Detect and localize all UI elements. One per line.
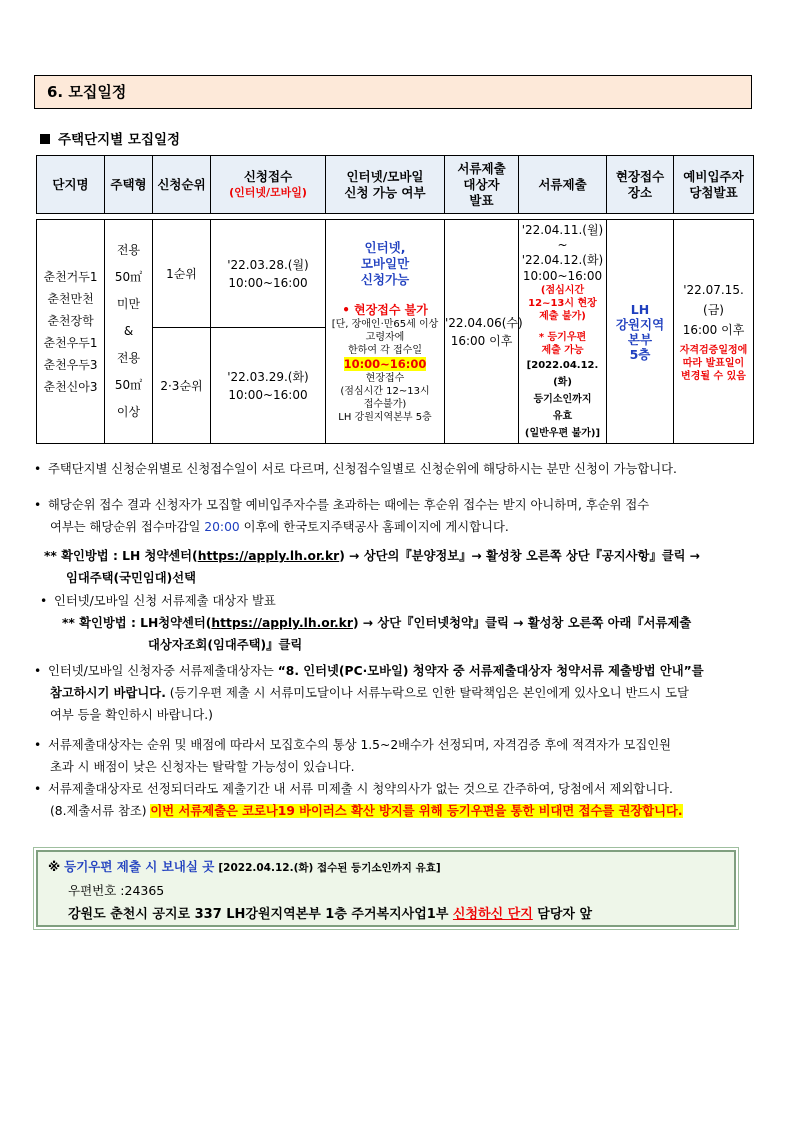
header-apply: 신청접수 (인터넷/모바일) — [211, 156, 326, 214]
lh-link[interactable]: https://apply.lh.or.kr — [197, 549, 340, 563]
table-row — [37, 220, 754, 328]
apply-rank1: '22.03.28.(월) 10:00~16:00 — [211, 220, 326, 328]
header-doc-target: 서류제출 대상자 발표 — [445, 156, 519, 214]
onsite-location: LH 강원지역 본부 5층 — [607, 220, 674, 444]
housing-type: 전용 50㎡ 미만 & 전용 50㎡ 이상 — [105, 220, 153, 444]
note-4: • 인터넷/모바일 신청 서류제출 대상자 발표 — [40, 594, 276, 608]
header-onsite: 현장접수 장소 — [607, 156, 674, 214]
note-5: ** 확인방법 : LH청약센터(https://apply.lh.or.kr) → 상단『인터넷청약』클릭 → 활성창 오른쪽 아래『서류제출 대상자조회(임대주택)』클릭 — [62, 616, 692, 652]
lh-link-2[interactable]: https://apply.lh.or.kr — [211, 616, 353, 630]
order-rank23: 2·3순위 — [153, 328, 211, 444]
header-order: 신청순위 — [153, 156, 211, 214]
section-title: 6. 모집일정 — [34, 75, 752, 109]
order-rank1: 1순위 — [153, 220, 211, 328]
waitlist-announcement: '22.07.15. (금) 16:00 이후 자격검증일정에 따라 발표일이 변경될 수 있음 — [674, 220, 754, 444]
doc-submit-period: '22.04.11.(월) ~ '22.04.12.(화) 10:00~16:00 (점심시간 12~13시 현장 제출 불가) * 등기우편 제출 가능 [2022.04.12.(화) 등기소인까지 유효 (일반우편 불가)] — [519, 220, 607, 444]
header-complex: 단지명 — [37, 156, 105, 214]
online-availability: 인터넷, 모바일만 신청가능 • 현장접수 불가 [단, 장애인·만65세 이상 고령자에 한하여 각 접수일 10:00~16:00 현장접수 (점심시간 12~13시 접수불가) LH 강원지역본부 5층 — [326, 220, 445, 444]
note-8: • 서류제출대상자로 선정되더라도 제출기간 내 서류 미제출 시 청약의사가 없는 것으로 간주하여, 당첨에서 제외합니다. (8.제출서류 참조) 이번 서류제출은 코로나19 바이러스 확산 방지를 위해 등기우편을 통한 비대면 접수를 권장합니다. — [34, 782, 683, 818]
doc-target-date: '22.04.06(수) 16:00 이후 — [445, 220, 519, 444]
complex-list: 춘천거두1 춘천만천 춘천장학 춘천우두1 춘천우두3 춘천신아3 — [37, 220, 105, 444]
mail-address-box: ※ 등기우편 제출 시 보내실 곳 [2022.04.12.(화) 접수된 등기소인까지 유효] 우편번호 :24365 강원도 춘천시 공지로 337 LH강원지역본부 1층 주거복지사업1부 신청하신 단지 담당자 앞 — [36, 850, 736, 927]
schedule-table — [36, 155, 754, 444]
header-online: 인터넷/모바일 신청 가능 여부 — [326, 156, 445, 214]
header-waitlist: 예비입주자 당첨발표 — [674, 156, 754, 214]
note-2: • 해당순위 접수 결과 신청자가 모집할 예비입주자수를 초과하는 때에는 후순위 접수는 받지 아니하며, 후순위 접수 여부는 해당순위 접수마감일 20:00 이후에 한국토지주택공사 홈페이지에 게시합니다. — [34, 498, 650, 534]
note-6: • 인터넷/모바일 신청자중 서류제출대상자는 “8. 인터넷(PC·모바일) 청약자 중 서류제출대상자 청약서류 제출방법 안내”를 참고하시기 바랍니다. (등기우편 제출 시 서류미도달이나 서류누락으로 인한 탈락책임은 본인에게 있사오니 반드시 도달 여부 등을 확인하시 바랍니다.) — [34, 664, 704, 722]
header-housing-type: 주택형 — [105, 156, 153, 214]
subsection-title: 주택단지별 모집일정 — [40, 128, 180, 148]
note-7: • 서류제출대상자는 순위 및 배점에 따라서 모집호수의 통상 1.5~2배수가 선정되며, 자격검증 후에 적격자가 모집인원 초과 시 배점이 낮은 신청자는 탈락할 가능성이 있습니다. — [34, 738, 672, 774]
note-1: • 주택단지별 신청순위별로 신청접수일이 서로 다르며, 신청접수일별로 신청순위에 해당하시는 분만 신청이 가능합니다. — [34, 462, 677, 476]
table-header-row — [37, 156, 754, 214]
apply-rank23: '22.03.29.(화) 10:00~16:00 — [211, 328, 326, 444]
header-doc-submit: 서류제출 — [519, 156, 607, 214]
note-3: ** 확인방법 : LH 청약센터(https://apply.lh.or.kr) → 상단의『분양정보』→ 활성창 오른쪽 상단『공지사항』클릭 → 임대주택(국민임대)선택 — [44, 549, 701, 585]
square-bullet-icon — [40, 134, 50, 144]
mail-address: 강원도 춘천시 공지로 337 LH강원지역본부 1층 주거복지사업1부 신청하신 단지 담당자 앞 — [68, 907, 593, 922]
